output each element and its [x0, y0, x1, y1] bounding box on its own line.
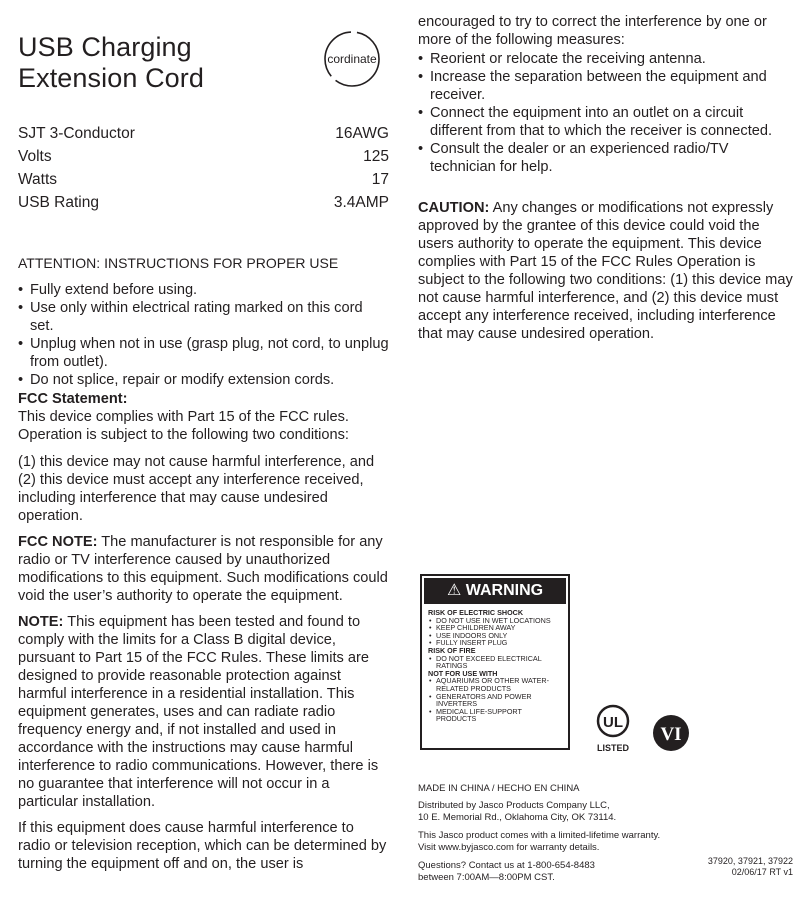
fcc-statement-label: FCC Statement:: [18, 391, 128, 407]
vi-text: VI: [660, 724, 682, 745]
spec-value: 16AWG: [335, 125, 389, 142]
list-item: • Use only within electrical rating marked on this cord set.: [18, 299, 390, 335]
warning-notfor-list: [428, 677, 562, 723]
product-codes: [708, 856, 793, 878]
fcc-conditions: (1) this device may not cause harmful interference, and (2) this device must accept any interference received, including interference that may cause undesired operation.: [18, 454, 375, 524]
spec-label: SJT 3-Conductor: [18, 125, 135, 142]
warning-body: [422, 606, 568, 723]
note-text: This equipment has been tested and found to comply with the limits for a Class B digital device, pursuant to Part 15 of the FCC Rules. These limits are designed to provide reasonable protection against harmful interference in a residential installation. This equipment generates, uses and can radiate radio frequency energy and, if not installed and used in accordance with the instructions may cause harmful interference to radio communications. However, there is no guarantee that interference will not occur in a particular installation.: [18, 614, 379, 810]
warning-fire-list: [428, 655, 562, 670]
caution-text: Any changes or modifications not expressly approved by the grantee of this device could void the users authority to operate the equipment. This device complies with Part 15 of the FCC Rules Operation is subject to the following two conditions: (1) this device may not cause harmful interference, and (2) this device must accept any interference received, including interference that may cause undesired operation.: [418, 200, 793, 342]
list-item: • USE INDOORS ONLY: [428, 632, 562, 640]
spec-value: 17: [371, 171, 389, 188]
interference-paragraph: If this equipment does cause harmful interference to radio or television reception, which can be determined by turning the equipment off and on, the user is: [18, 820, 387, 872]
product-title: [18, 32, 204, 94]
spec-table: [18, 122, 389, 214]
title-line-2: Extension Cord: [18, 63, 204, 93]
distributor: [418, 800, 718, 824]
spec-row: [18, 145, 389, 168]
list-item: • Fully extend before using.: [18, 281, 390, 299]
questions-line-1: Questions? Contact us at 1-800-654-8483: [418, 860, 595, 871]
distributor-line-2: 10 E. Memorial Rd., Oklahoma City, OK 73114.: [418, 812, 617, 823]
list-item: • DO NOT EXCEED ELECTRICAL RATINGS: [428, 655, 562, 670]
model-numbers: 37920, 37921, 37922: [707, 856, 793, 866]
questions: [418, 860, 718, 884]
warning-heading: WARNING: [465, 582, 544, 599]
fcc-statement-text: This device complies with Part 15 of the FCC rules. Operation is subject to the following two conditions:: [18, 409, 349, 443]
attention-section: [18, 254, 390, 389]
warranty-line-2: Visit www.byjasco.com for warranty details.: [418, 842, 600, 853]
list-item: • Do not splice, repair or modify extension cords.: [18, 371, 390, 389]
list-item: • Unplug when not in use (grasp plug, not cord, to unplug from outlet).: [18, 335, 390, 371]
list-item: • MEDICAL LIFE-SUPPORT PRODUCTS: [428, 708, 562, 723]
warning-triangle-icon: ⚠: [446, 582, 462, 599]
fcc-statement: [18, 390, 390, 444]
list-item: • AQUARIUMS OR OTHER WATER-RELATED PRODUCTS: [428, 677, 562, 692]
note-label: NOTE:: [18, 614, 64, 630]
spec-value: 125: [363, 148, 389, 165]
distributor-line-1: Distributed by Jasco Products Company LLC,: [418, 800, 610, 811]
measures-list: [418, 50, 793, 176]
ul-listed-text: LISTED: [596, 743, 630, 753]
list-item: • Increase the separation between the equipment and receiver.: [418, 68, 793, 104]
list-item: • KEEP CHILDREN AWAY: [428, 624, 562, 632]
list-item: • Consult the dealer or an experienced radio/TV technician for help.: [418, 140, 793, 176]
ul-listed-mark: [593, 704, 633, 754]
continued-text: encouraged to try to correct the interference by one or more of the following measures:: [418, 14, 767, 48]
caution-label: CAUTION:: [418, 200, 490, 216]
spec-label: USB Rating: [18, 194, 99, 211]
questions-line-2: between 7:00AM—8:00PM CST.: [418, 872, 555, 883]
spec-value: 3.4AMP: [333, 194, 389, 211]
warning-shock-list: [428, 617, 562, 647]
list-item: • GENERATORS AND POWER INVERTERS: [428, 693, 562, 708]
logo-text: cordinate: [327, 52, 377, 66]
ul-text: UL: [603, 714, 623, 731]
list-item: • Connect the equipment into an outlet on a circuit different from that to which the receiver is connected.: [418, 104, 793, 140]
spec-row: [18, 191, 389, 214]
title-line-1: USB Charging: [18, 32, 192, 62]
spec-label: Volts: [18, 148, 52, 165]
warning-notfor-label: NOT FOR USE WITH: [428, 668, 498, 678]
warning-fire-label: RISK OF FIRE: [428, 645, 476, 655]
list-item: • Reorient or relocate the receiving antenna.: [418, 50, 793, 68]
warning-header: [424, 578, 566, 604]
warranty: [418, 830, 718, 854]
footer-info: [418, 783, 718, 890]
fcc-note: [18, 533, 390, 605]
cordinate-logo: [323, 30, 381, 88]
caution-paragraph: [418, 199, 793, 343]
warning-label-box: [420, 574, 570, 750]
made-in: MADE IN CHINA / HECHO EN CHINA: [418, 783, 580, 794]
revision-code: 02/06/17 RT v1: [731, 867, 793, 877]
fcc-note-text: The manufacturer is not responsible for any radio or TV interference caused by unauthorized modifications to this equipment. Such modifications could void the user’s authority to operate the equipment.: [18, 534, 388, 604]
list-item: • DO NOT USE IN WET LOCATIONS: [428, 617, 562, 625]
spec-row: [18, 122, 389, 145]
list-item: • FULLY INSERT PLUG: [428, 639, 562, 647]
warranty-line-1: This Jasco product comes with a limited-lifetime warranty.: [418, 830, 661, 841]
class-b-note: [18, 613, 390, 811]
vi-efficiency-mark: [652, 714, 690, 752]
spec-label: Watts: [18, 171, 58, 188]
fcc-note-label: FCC NOTE:: [18, 534, 98, 550]
warning-shock-label: RISK OF ELECTRIC SHOCK: [428, 608, 524, 617]
spec-row: [18, 168, 389, 191]
attention-heading: ATTENTION: INSTRUCTIONS FOR PROPER USE: [18, 255, 339, 271]
attention-list: [18, 281, 390, 389]
fcc-section: [18, 390, 390, 879]
